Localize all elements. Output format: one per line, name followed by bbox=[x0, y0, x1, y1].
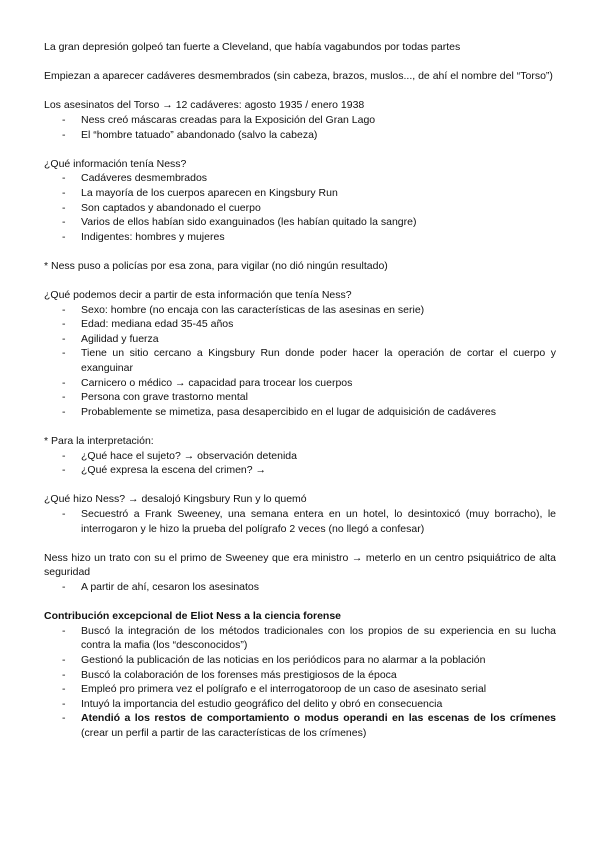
list-item: - Buscó la integración de los métodos tradicionales con los propios de su experiencia en su lucha contra la mafia (los “desconocidos”) bbox=[62, 624, 556, 652]
list-item: - Carnicero o médico → capacidad para trocear los cuerpos bbox=[62, 376, 353, 389]
list-item: - Ness creó máscaras creadas para la Exposición del Gran Lago bbox=[62, 113, 376, 126]
info-heading: ¿Qué información tenía Ness? bbox=[44, 157, 187, 170]
deal-list bbox=[44, 580, 556, 595]
list-item: - Buscó la colaboración de los forenses más prestigiosos de la época bbox=[62, 668, 397, 681]
list-item: - ¿Qué hace el sujeto? → observación detenida bbox=[62, 449, 297, 462]
police-note: * Ness puso a policías por esa zona, para vigilar (no dió ningún resultado) bbox=[44, 259, 388, 272]
document-page bbox=[44, 40, 556, 741]
info-list bbox=[44, 171, 556, 244]
list-item: - Empleó pro primera vez el polígrafo e el interrogatoroop de un caso de asesinato serial bbox=[62, 683, 487, 696]
list-item: - Son captados y abandonado el cuerpo bbox=[62, 201, 261, 214]
list-item: - Persona con grave trastorno mental bbox=[62, 391, 248, 404]
deduce-list bbox=[44, 303, 556, 420]
list-item: - A partir de ahí, cesaron los asesinatos bbox=[62, 580, 260, 593]
torso-list bbox=[44, 113, 556, 142]
contrib-list bbox=[44, 624, 556, 741]
torso-heading: Los asesinatos del Torso → 12 cadáveres: agosto 1935 / enero 1938 bbox=[44, 99, 365, 112]
list-item: - ¿Qué expresa la escena del crimen? → bbox=[62, 464, 267, 477]
action-heading: ¿Qué hizo Ness? → desalojó Kingsbury Run y lo quemó bbox=[44, 493, 307, 506]
deduce-heading: ¿Qué podemos decir a partir de esta información que tenía Ness? bbox=[44, 289, 352, 302]
list-item: - El “hombre tatuado” abandonado (salvo la cabeza) bbox=[62, 128, 318, 141]
intro-paragraph-2: Empiezan a aparecer cadáveres desmembrados (sin cabeza, brazos, muslos..., de ahí el nombre del “Torso”) bbox=[44, 70, 553, 83]
list-item: - La mayoría de los cuerpos aparecen en Kingsbury Run bbox=[62, 186, 338, 199]
list-item: - Agilidad y fuerza bbox=[62, 332, 159, 345]
list-item: - Tiene un sitio cercano a Kingsbury Run donde poder hacer la operación de cortar el cuerpo y exanguinar bbox=[62, 347, 556, 375]
deal-heading: Ness hizo un trato con su el primo de Sweeney que era ministro → meterlo en un centro psiquiátrico de alta seguridad bbox=[44, 551, 556, 579]
list-item: - Indigentes: hombres y mujeres bbox=[62, 230, 225, 243]
list-item: - Intuyó la importancia del estudio geográfico del delito y obró en consecuencia bbox=[62, 697, 443, 710]
intro-paragraph-1: La gran depresión golpeó tan fuerte a Cleveland, que había vagabundos por todas partes bbox=[44, 41, 461, 53]
interp-heading: * Para la interpretación: bbox=[44, 435, 154, 448]
list-item: - Edad: mediana edad 35-45 años bbox=[62, 318, 234, 331]
list-item: - Atendió a los restos de comportamiento o modus operandi en las escenas de los crímenes (crear un perfil a partir de las características de los crímenes) bbox=[62, 712, 556, 739]
action-list bbox=[44, 507, 556, 536]
list-item: - Gestionó la publicación de las noticias en los periódicos para no alarmar a la población bbox=[62, 653, 486, 666]
list-item: - Cadáveres desmembrados bbox=[62, 172, 208, 185]
contrib-heading: Contribución excepcional de Eliot Ness a la ciencia forense bbox=[44, 610, 342, 623]
list-item: - Secuestró a Frank Sweeney, una semana entera en un hotel, lo desintoxicó (muy borracho), le interrogaron y le hizo la prueba del polígrafo 2 veces (no llegó a confesar) bbox=[62, 508, 556, 535]
interp-list bbox=[44, 449, 556, 478]
list-item: - Sexo: hombre (no encaja con las características de las asesinas en serie) bbox=[62, 303, 425, 316]
list-item: - Varios de ellos habían sido exanguinados (les habían quitado la sangre) bbox=[62, 216, 417, 229]
list-item: - Probablemente se mimetiza, pasa desapercibido en el lugar de adquisición de cadáveres bbox=[62, 405, 497, 418]
